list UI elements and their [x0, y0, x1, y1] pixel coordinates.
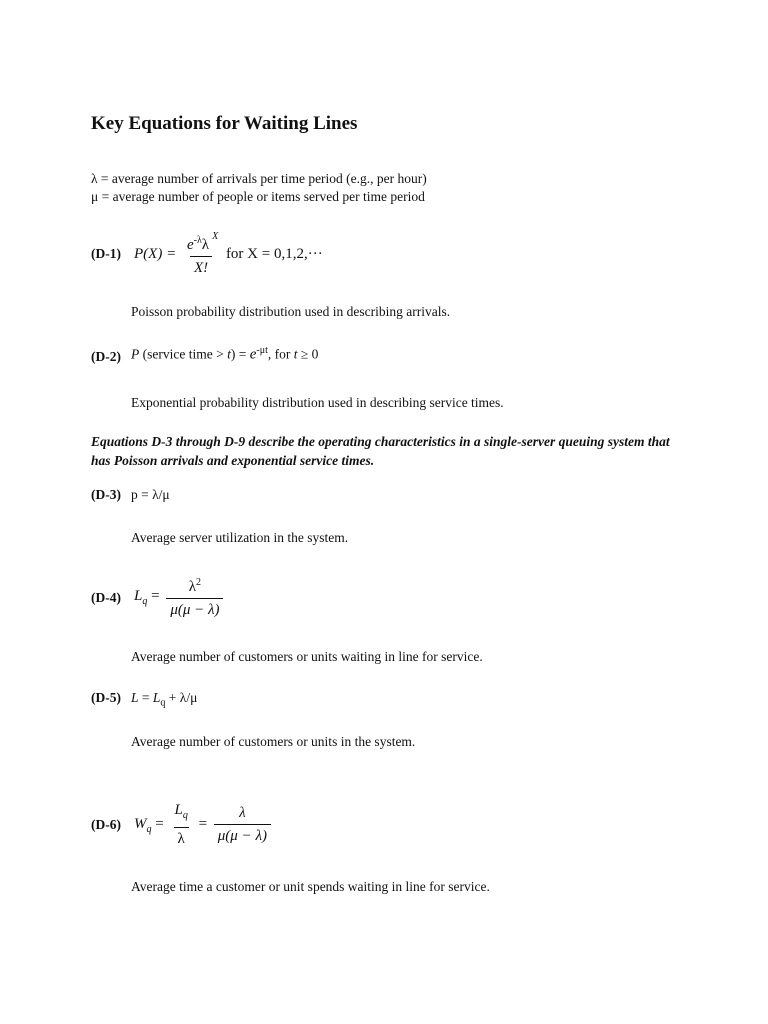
d4-fraction: [166, 574, 223, 619]
d6-numerator-1: [170, 801, 191, 827]
equation-label-d4: (D-4): [91, 590, 121, 605]
description-d3: Average server utilization in the system.: [131, 530, 349, 545]
equation-d5-formula: [131, 690, 197, 709]
d4-eq: =: [147, 587, 160, 604]
section-note: Equations D-3 through D-9 describe the operating characteristics in a single-server queuing system that has Poisson arrivals and exponential service times.: [91, 434, 670, 468]
d5-l: L: [131, 690, 139, 705]
mu-definition: μ = average number of people or items served per time period: [91, 189, 425, 204]
description-d4: Average number of customers or units waiting in line for service.: [131, 649, 483, 664]
d1-fraction: [183, 232, 219, 277]
equation-d1-formula: [134, 232, 323, 277]
description-d6: Average time a customer or unit spends waiting in line for service.: [131, 879, 490, 894]
d2-e-exponent: -μt: [256, 345, 268, 356]
d2-body: (service time >: [139, 346, 228, 362]
d1-x-exponent: X: [212, 231, 219, 242]
d5-rest: + λ/μ: [165, 690, 198, 705]
equation-label-d5: (D-5): [91, 690, 121, 705]
d6-lq-subscript: q: [182, 810, 188, 821]
d6-w: W: [134, 815, 147, 832]
d6-subscript: q: [146, 823, 152, 835]
d6-eq2: =: [198, 815, 208, 832]
equation-label-d2: (D-2): [91, 349, 121, 364]
d1-lambda: λ: [201, 237, 210, 253]
description-d1: Poisson probability distribution used in describing arrivals.: [131, 304, 451, 319]
d5-lq: L: [152, 690, 161, 705]
d6-eq1: =: [151, 815, 164, 832]
d4-numerator: [185, 574, 205, 598]
description-d2: Exponential probability distribution used in describing service times.: [131, 395, 504, 410]
d6-fraction-1: [170, 801, 191, 848]
equation-label-d1: (D-1): [91, 246, 121, 261]
d1-e-exponent: -λ: [193, 235, 202, 246]
d4-l: L: [134, 587, 143, 604]
d1-e: e: [186, 237, 194, 253]
d6-lq: L: [174, 802, 183, 818]
d5-subscript: q: [160, 697, 166, 709]
equation-d6-formula: [134, 801, 274, 848]
d2-tail: , for: [267, 346, 294, 362]
d2-cond: ≥ 0: [297, 346, 319, 362]
d1-numerator: [183, 232, 219, 256]
d6-denominator-1: λ: [174, 827, 189, 848]
d6-denominator-2: μ(μ − λ): [214, 824, 271, 845]
d1-condition: for X = 0,1,2,···: [225, 245, 323, 262]
d2-p: P: [131, 346, 140, 362]
equation-label-d3: (D-3): [91, 487, 121, 502]
d2-t2: t: [293, 346, 298, 362]
d6-numerator-2: λ: [239, 805, 246, 821]
description-d5: Average number of customers or units in the system.: [131, 734, 416, 749]
equation-d2-formula: [131, 345, 318, 364]
d1-lhs: P(X) =: [134, 245, 177, 262]
d4-subscript: q: [142, 595, 148, 607]
d4-denominator: μ(μ − λ): [166, 598, 223, 619]
page-title: Key Equations for Waiting Lines: [91, 113, 358, 134]
d4-exponent: 2: [196, 577, 202, 588]
d2-e: e: [249, 346, 257, 363]
d2-t: t: [227, 346, 231, 362]
d6-fraction-2: [214, 804, 271, 845]
d4-lambda: λ: [188, 579, 197, 595]
d2-eq: ) =: [230, 346, 250, 362]
d5-eq: =: [138, 690, 153, 705]
equation-d3-formula: p = λ/μ: [131, 487, 170, 502]
equation-label-d6: (D-6): [91, 817, 121, 832]
lambda-definition: λ = average number of arrivals per time period (e.g., per hour): [91, 171, 427, 186]
equation-d4-formula: [134, 574, 226, 619]
d1-denominator: X!: [190, 256, 212, 277]
